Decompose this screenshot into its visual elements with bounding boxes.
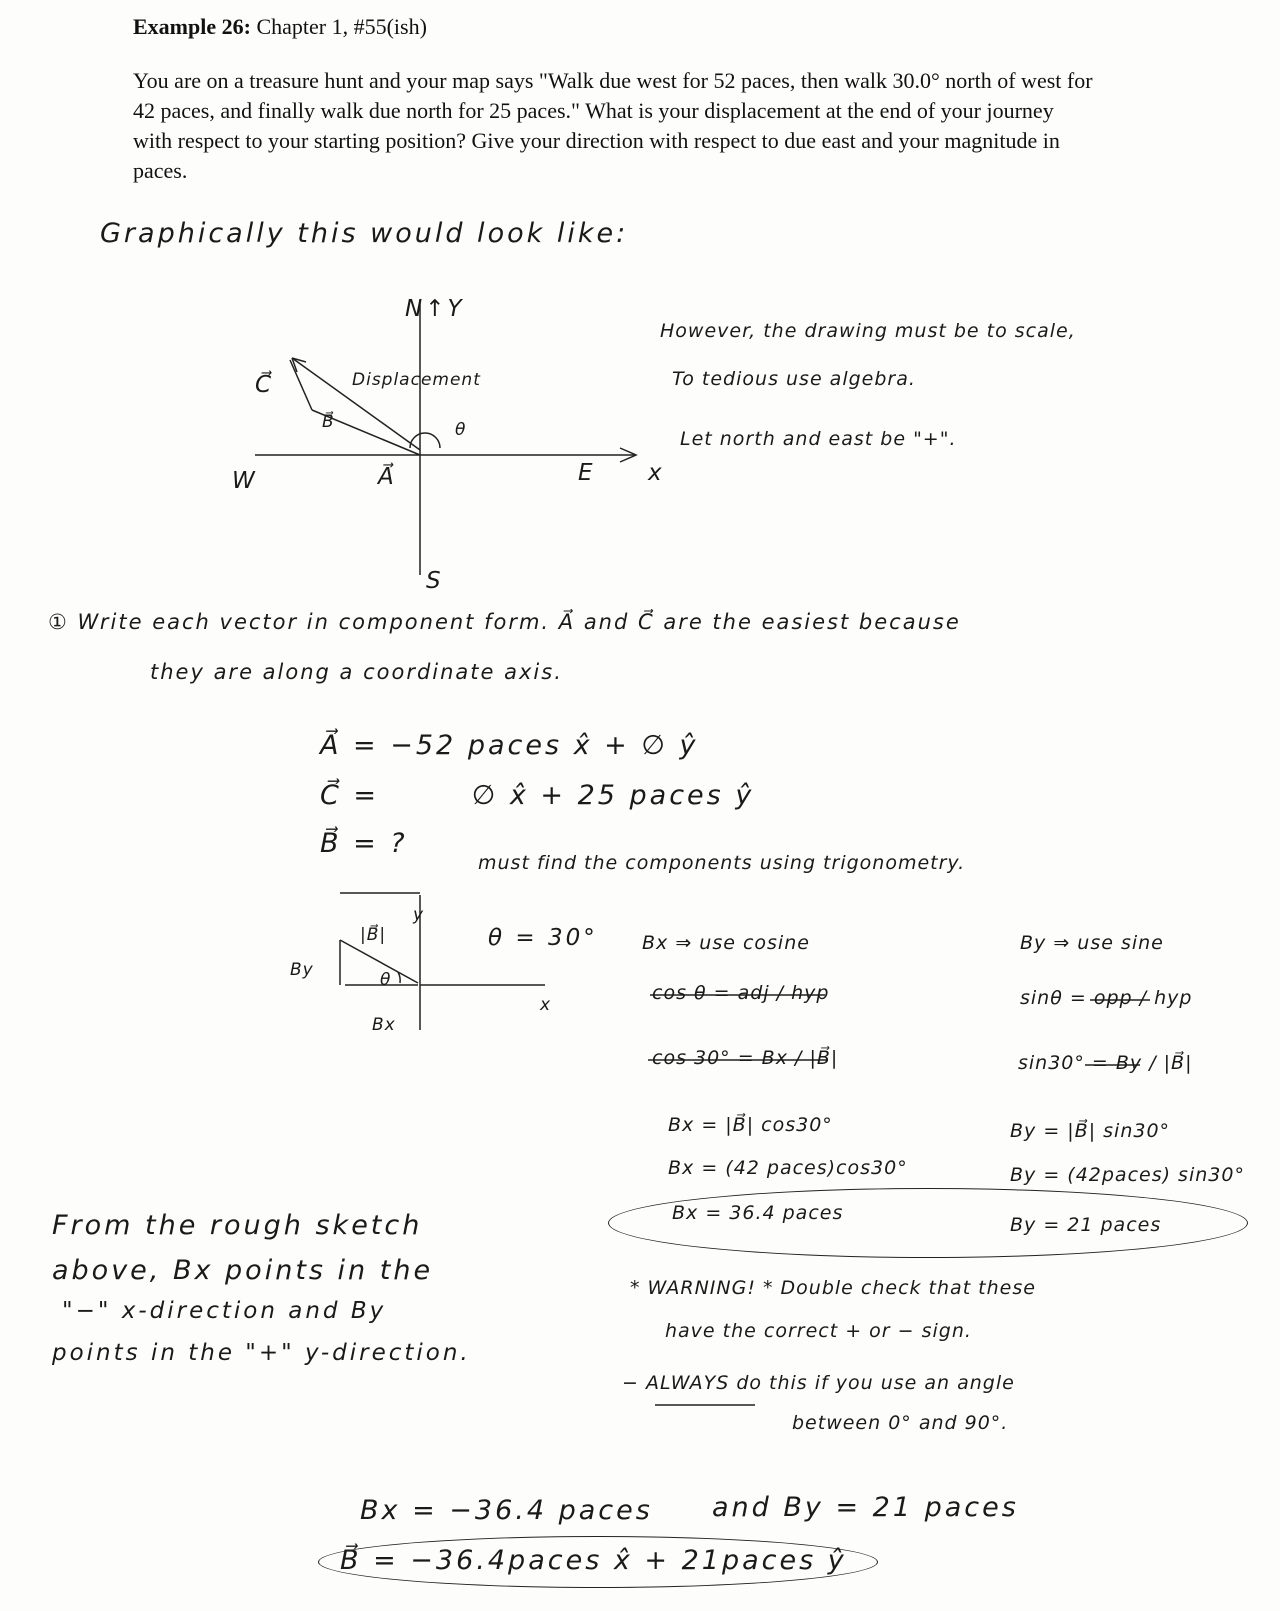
scale-note-1: However, the drawing must be to scale, bbox=[660, 320, 1076, 342]
a-equation: A⃗ = −52 paces x̂ + ∅ ŷ bbox=[320, 730, 699, 761]
by-step1: By = |B⃗| sin30° bbox=[1010, 1120, 1171, 1142]
x-axis-label: x bbox=[648, 460, 665, 486]
warning-line1: * WARNING! * Double check that these bbox=[630, 1277, 1036, 1299]
cos-definition: cos θ = adj / hyp bbox=[652, 982, 830, 1004]
warning-line4: between 0° and 90°. bbox=[792, 1412, 1009, 1434]
by-method: By ⇒ use sine bbox=[1020, 932, 1164, 954]
graphically-note: Graphically this would look like: bbox=[100, 218, 629, 249]
theta-label: θ bbox=[455, 420, 467, 440]
warning-line2: have the correct + or − sign. bbox=[665, 1320, 972, 1342]
east-label: E bbox=[578, 460, 596, 486]
vector-a-label: A⃗ bbox=[378, 464, 397, 490]
small-b-label: |B⃗| bbox=[360, 925, 387, 945]
by-result: By = 21 paces bbox=[1010, 1214, 1162, 1236]
small-x-label: x bbox=[540, 995, 552, 1015]
cos30-equation: cos 30° = Bx / |B⃗| bbox=[652, 1047, 839, 1069]
sin-definition: sinθ = opp / hyp bbox=[1020, 987, 1193, 1009]
small-by-label: By bbox=[290, 960, 314, 980]
final-ellipse bbox=[318, 1536, 878, 1588]
bx-step2: Bx = (42 paces)cos30° bbox=[668, 1157, 908, 1179]
south-label: S bbox=[426, 568, 444, 594]
rough-note-3: "−" x-direction and By bbox=[62, 1298, 387, 1324]
step1-line1: ① Write each vector in component form. A⃗ and C⃗ are the easiest because bbox=[48, 610, 961, 634]
final-bx: Bx = −36.4 paces bbox=[360, 1495, 653, 1526]
vector-b-label: B⃗ bbox=[322, 412, 335, 432]
north-label: N↑Y bbox=[405, 296, 465, 322]
rough-note-1: From the rough sketch bbox=[52, 1210, 423, 1241]
sin30-equation: sin30° = By / |B⃗| bbox=[1018, 1052, 1193, 1074]
warning-line3: − ALWAYS do this if you use an angle bbox=[622, 1372, 1015, 1394]
bx-step1: Bx = |B⃗| cos30° bbox=[668, 1114, 833, 1136]
bx-result: Bx = 36.4 paces bbox=[672, 1202, 844, 1224]
small-y-label: y bbox=[413, 905, 425, 925]
example-title: Example 26: Chapter 1, #55(ish) bbox=[133, 14, 427, 39]
c-equation: C⃗ = ∅ x̂ + 25 paces ŷ bbox=[320, 780, 755, 811]
small-bx-label: Bx bbox=[372, 1015, 396, 1035]
problem-statement: You are on a treasure hunt and your map says "Walk due west for 52 paces, then walk 30.0° north of west for 42 paces, and finally walk due north for 25 paces." What is your displacement at the end of your journey with respect to your starting position? Give your direction with respect to due east and your magnitude in paces. bbox=[133, 68, 1093, 183]
trig-note: must find the components using trigonometry. bbox=[478, 852, 966, 874]
rough-note-4: points in the "+" y-direction. bbox=[52, 1340, 471, 1366]
west-label: W bbox=[232, 468, 258, 494]
theta-value: θ = 30° bbox=[488, 925, 598, 951]
b-equation: B⃗ = ? bbox=[320, 828, 408, 859]
final-by: and By = 21 paces bbox=[712, 1492, 1019, 1523]
step1-line2: they are along a coordinate axis. bbox=[150, 660, 563, 684]
by-step2: By = (42paces) sin30° bbox=[1010, 1164, 1245, 1186]
displacement-label: Displacement bbox=[352, 370, 481, 390]
result-ellipse bbox=[608, 1188, 1248, 1258]
scale-note-3: Let north and east be "+". bbox=[680, 428, 957, 450]
final-b-vector: B⃗ = −36.4paces x̂ + 21paces ŷ bbox=[340, 1545, 847, 1576]
small-theta-label: θ bbox=[380, 970, 392, 990]
bx-method: Bx ⇒ use cosine bbox=[642, 932, 810, 954]
rough-note-2: above, Bx points in the bbox=[52, 1255, 434, 1286]
scale-note-2: To tedious use algebra. bbox=[672, 368, 916, 390]
vector-c-label: C⃗ bbox=[255, 372, 275, 398]
